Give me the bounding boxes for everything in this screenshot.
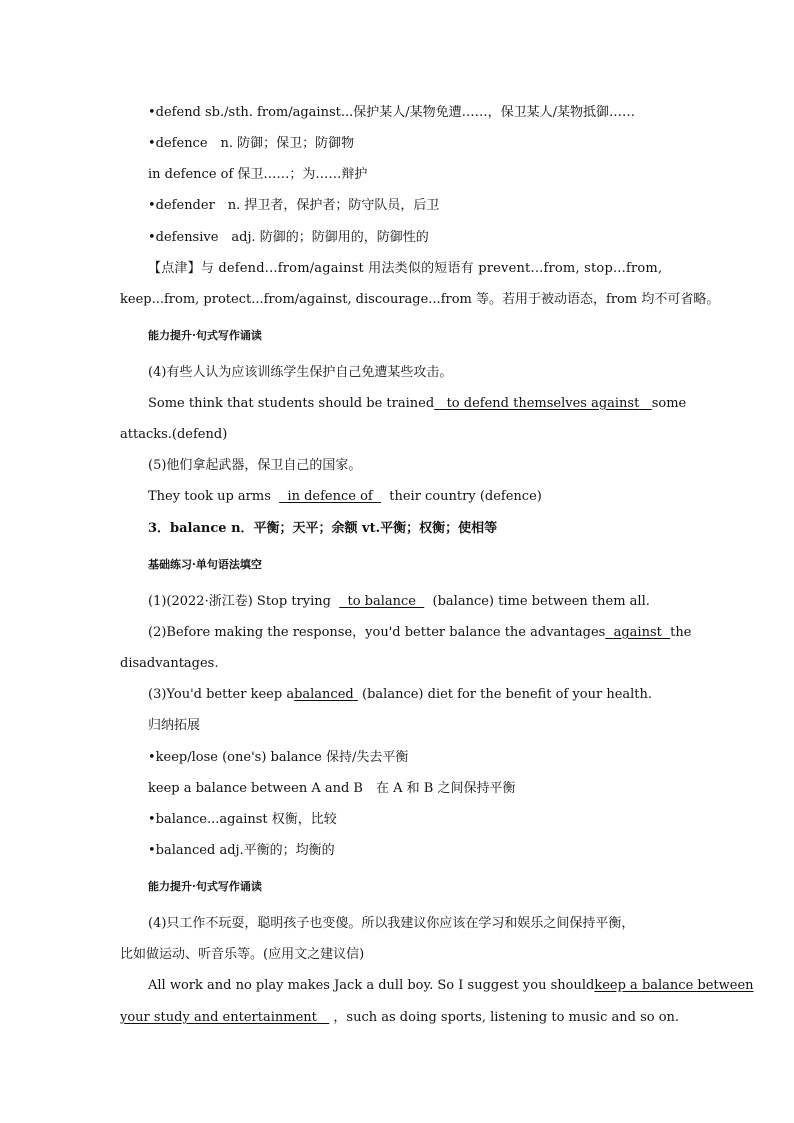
q5-english-line	[148, 488, 542, 506]
q4-text-b: some	[651, 396, 687, 411]
expand-item-4: •balanced adj.平衡的；均衡的	[148, 843, 335, 858]
b-q1-text-b: (balance) time between them all.	[432, 594, 650, 609]
b-q1-answer-blank: to balance	[347, 594, 416, 609]
b-q4-chinese-1: (4)只工作不玩耍，聪明孩子也变傻。所以我建议你应该在学习和娱乐之间保持平衡，	[148, 916, 635, 931]
expand-item-2: keep a balance between A and B 在 A 和 B 之间保持平衡	[148, 781, 516, 796]
b-q3-line	[148, 686, 652, 704]
defence-line: •defence n. 防御；保卫；防御物	[148, 136, 355, 151]
b-q3-text-b: (balance) diet for the benefit of your health.	[362, 687, 653, 702]
q4-text-a: Some think that students should be trained	[148, 396, 435, 411]
expand-item-1: •keep/lose (one's) balance 保持/失去平衡	[148, 750, 409, 765]
b-q4-text-b: ，such as doing sports, listening to music and so on.	[333, 1010, 680, 1025]
q5-answer-blank: in defence of	[287, 489, 373, 504]
b-q4-english-line-1	[148, 977, 754, 995]
q4-chinese: (4)有些人认为应该训练学生保护自己免遭某些攻击。	[148, 365, 453, 380]
b-q3-answer-blank: balanced	[294, 687, 354, 702]
q5-text-a: They took up arms	[148, 489, 271, 504]
b-q1-text-a: (1)(2022·浙江卷) Stop trying	[148, 594, 331, 609]
expand-heading: 归纳拓展	[148, 718, 201, 733]
note-line-2: keep...from, protect...from/against, discourage...from 等。若用于被动语态，from 均不可省略。	[120, 292, 720, 307]
b-q4-chinese-2: 比如做运动、听音乐等。(应用文之建议信)	[120, 947, 365, 962]
q5-chinese: (5)他们拿起武器，保卫自己的国家。	[148, 458, 362, 473]
b-q2-line	[148, 624, 692, 642]
b-q4-answer-blank-2: your study and entertainment	[120, 1010, 317, 1025]
note-line-1: 【点津】与 defend...from/against 用法类似的短语有 prevent...from, stop...from,	[148, 261, 663, 276]
q4-english-line	[148, 395, 687, 413]
b-q4-english-line-2	[120, 1009, 679, 1027]
defend-phrase-line: •defend sb./sth. from/against...保护某人/某物免遭……，保卫某人/某物抵御……	[148, 105, 636, 120]
ability-heading-2: 能力提升·句式写作诵读	[148, 880, 262, 893]
b-q2-text-b: the	[670, 625, 692, 640]
expand-item-3: •balance...against 权衡，比较	[148, 812, 337, 827]
q4-text-c: attacks.(defend)	[120, 427, 228, 442]
b-q2-text-c: disadvantages.	[120, 656, 219, 671]
b-q2-text-a: (2)Before making the response，you'd better balance the advantages	[148, 625, 606, 640]
basic-practice-heading: 基础练习·单句语法填空	[148, 558, 262, 571]
q5-text-b: their country (defence)	[389, 489, 542, 504]
defender-line: •defender n. 捍卫者，保护者；防守队员，后卫	[148, 198, 440, 213]
balance-heading: 3．balance n．平衡；天平；余额 vt.平衡；权衡；使相等	[148, 521, 498, 536]
b-q4-answer-blank-1: keep a balance between	[594, 978, 754, 993]
in-defence-of-line: in defence of 保卫……；为……辩护	[148, 167, 368, 182]
q4-answer-blank: to defend themselves against	[446, 396, 640, 411]
b-q3-text-a: (3)You'd better keep a	[148, 687, 295, 702]
b-q2-answer-blank: against	[613, 625, 662, 640]
b-q4-text-a: All work and no play makes Jack a dull boy. So I suggest you should	[148, 978, 595, 993]
b-q1-line	[148, 593, 650, 611]
ability-heading-1: 能力提升·句式写作诵读	[148, 329, 262, 342]
defensive-line: •defensive adj. 防御的；防御用的，防御性的	[148, 230, 429, 245]
